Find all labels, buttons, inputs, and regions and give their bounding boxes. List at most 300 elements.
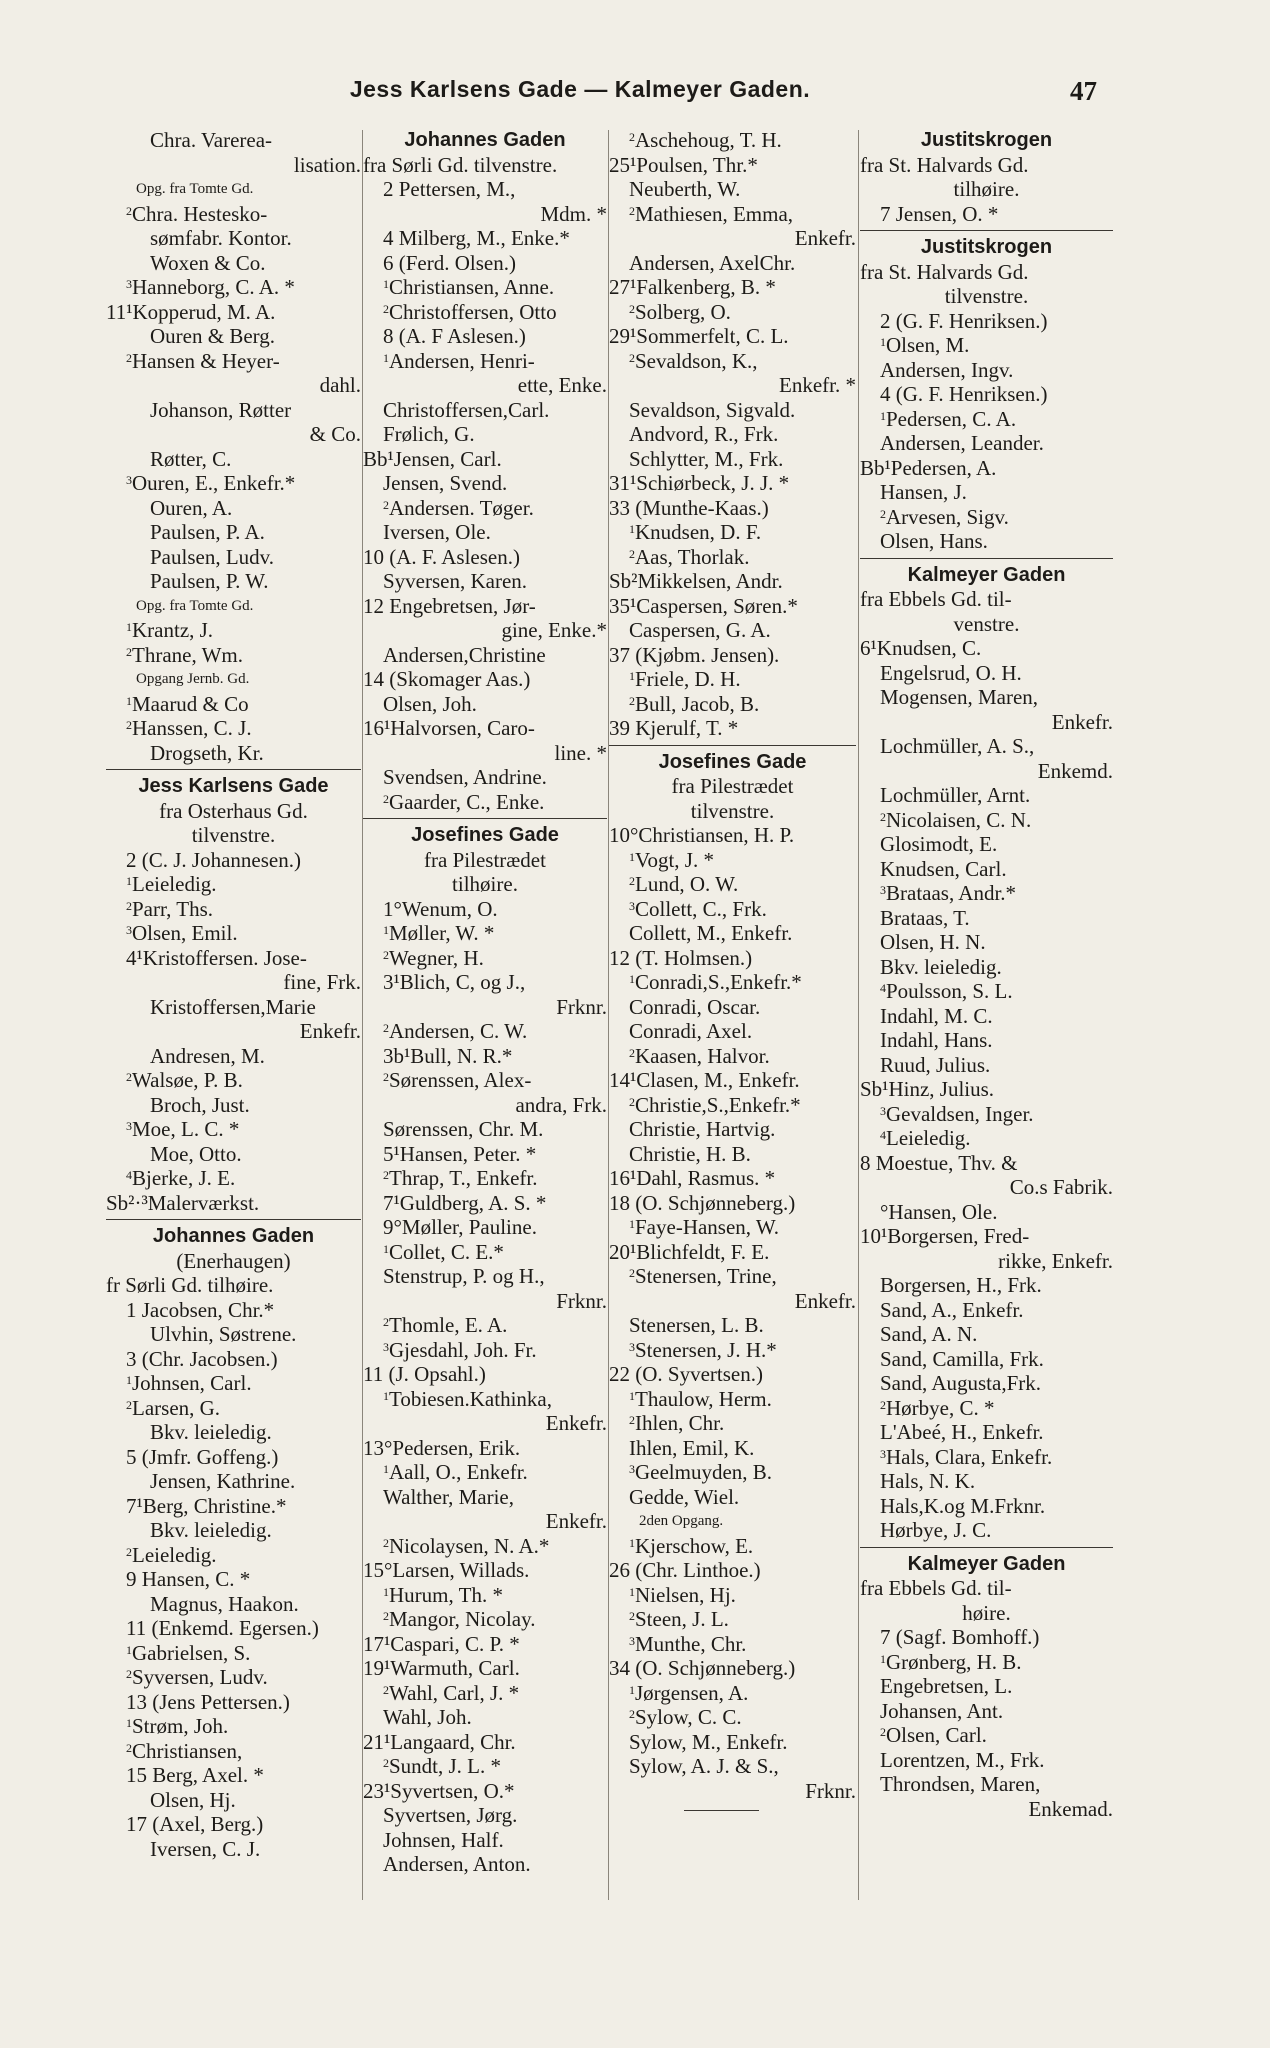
directory-line [363,897,607,922]
entry-text: fine, Frk. [283,970,361,994]
floor-marker: 3 [629,1339,635,1354]
directory-line [860,1723,1113,1748]
entry-text: 6¹Knudsen, C. [860,636,982,660]
entry-text: fra Ebbels Gd. til- [860,1576,1012,1600]
directory-line [106,128,361,153]
floor-marker: 2 [126,1544,132,1559]
floor-marker: 1 [126,693,132,708]
directory-line [609,398,856,423]
entry-text: Bkv. leieledig. [150,1518,272,1542]
street-heading [860,563,1113,588]
entry-text: Andersen,Christine [383,642,546,667]
entry-text: Hørbye, J. C. [880,1518,992,1542]
entry-text: Caspersen, G. A. [629,618,771,642]
directory-line [363,153,607,178]
entry-text: Krantz, J. [132,618,214,642]
entry-text: tilvenstre. [690,798,775,823]
running-head [0,76,1270,116]
entry-text: sømfabr. Kontor. [150,226,292,250]
entry-text: Johansen, Ant. [880,1698,1004,1723]
entry-text: Christiansen, Anne. [389,275,555,299]
directory-line [609,594,856,619]
entry-text: Neuberth, W. [629,177,741,201]
entry-text: Olsen, Emil. [132,921,238,945]
directory-line [106,275,361,300]
floor-marker: 2 [880,809,886,824]
entry-text: dahl. [319,373,361,397]
directory-line [860,1576,1113,1601]
directory-line [609,1068,856,1093]
directory-line [860,1494,1113,1519]
entry-text: Enkefr. [545,1411,607,1435]
directory-line [609,1117,856,1142]
directory-line [106,970,361,995]
directory-line [363,1117,607,1142]
entry-text: Christie,S.,Enkefr.* [635,1092,801,1117]
section-rule [860,226,1113,235]
directory-line [363,1558,607,1583]
section-rule [860,1543,1113,1552]
entry-text: Paulsen, P. A. [150,520,265,544]
entry-text: 1 Jacobsen, Chr.* [126,1297,275,1322]
page-number: 47 [1070,76,1097,106]
entry-text: 23¹Syvertsen, O.* [363,1778,515,1803]
column-4 [860,128,1113,1821]
entry-text: Frølich, G. [383,422,475,446]
entry-text: Andersen, Ingv. [880,357,1014,382]
entry-text: fra Pilestrædet [424,847,546,872]
directory-line [106,741,361,766]
directory-line [363,1068,607,1093]
entry-text: Tobiesen.Kathinka, [389,1386,552,1411]
entry-text: Røtter, C. [150,446,232,471]
entry-text: Enkefr. [794,1288,856,1313]
floor-marker: 1 [383,350,389,365]
entry-text: Andersen, C. W. [389,1019,528,1043]
floor-marker: 3 [126,277,132,291]
directory-line [363,1509,607,1534]
floor-marker: 2 [383,791,389,806]
entry-text: Bull, Jacob, B. [635,691,760,716]
entry-text: Justitskrogen [920,236,1053,258]
directory-line [609,373,856,398]
entry-text: Wahl, Joh. [383,1705,472,1729]
entry-text: Hørbye, C. * [886,1395,995,1420]
entry-text: Sand, Augusta,Frk. [880,1371,1042,1395]
entry-text: 3b¹Bull, N. R.* [383,1043,513,1068]
entry-text: Engelsrud, O. H. [880,660,1022,685]
entry-text: Mdm. * [540,201,607,226]
directory-line [363,471,607,496]
entry-text: Josefines Gade [411,824,559,846]
entry-text: fr Sørli Gd. tilhøire. [106,1273,274,1297]
entry-text: Syversen, Karen. [383,569,528,593]
floor-marker: 1 [880,1651,886,1666]
floor-marker: 1 [629,1682,635,1697]
entry-text: 6 (Ferd. Olsen.) [383,250,516,275]
directory-line [106,594,361,619]
entry-text: Thaulow, Herm. [635,1386,772,1411]
directory-line [609,692,856,717]
directory-line [860,431,1113,456]
directory-line [860,783,1113,808]
entry-text: Collett, C., Frk. [635,896,767,921]
entry-text: Sylow, C. C. [635,1705,742,1729]
directory-line [609,1240,856,1265]
directory-line [106,1249,361,1274]
directory-line [363,1191,607,1216]
entry-text: Lund, O. W. [635,872,739,896]
entry-text: Syversen, Ludv. [132,1665,268,1689]
entry-text: Kaasen, Halvor. [635,1043,770,1068]
entry-text: Brataas, Andr.* [886,881,1017,905]
street-heading [609,750,856,775]
entry-text: Olsen, Hj. [150,1787,236,1812]
entry-text: Paulsen, P. W. [150,569,269,593]
directory-line [106,1093,361,1118]
directory-line [106,202,361,227]
entry-text: Glosimodt, E. [880,832,998,856]
entry-text: fra Osterhaus Gd. [159,798,308,823]
column-divider [858,130,859,1900]
entry-text: Collet, C. E.* [389,1239,504,1264]
entry-text: Woxen & Co. [150,250,266,275]
directory-line [609,848,856,873]
entry-text: 9°Møller, Pauline. [383,1215,537,1239]
directory-line [363,1093,607,1118]
directory-line [860,710,1113,735]
floor-marker: 2 [126,1397,132,1412]
entry-text: Borgersen, H., Frk. [880,1273,1042,1297]
directory-line [609,1338,856,1363]
directory-line [860,505,1113,530]
entry-text: Drogseth, Kr. [150,740,264,765]
floor-marker: 2 [629,301,635,316]
floor-marker: 3 [629,1462,635,1476]
directory-line [106,1690,361,1715]
floor-marker: 2 [383,1756,389,1770]
directory-line [860,832,1113,857]
directory-line [860,1625,1113,1650]
directory-line [106,716,361,741]
entry-text: 19¹Warmuth, Carl. [363,1656,520,1680]
entry-text: Sørenssen, Chr. M. [383,1117,544,1141]
floor-marker: 2 [629,1609,635,1623]
floor-marker: 2 [629,130,635,144]
floor-marker: 2 [383,1070,389,1084]
floor-marker: 1 [126,620,132,634]
directory-line [363,545,607,570]
entry-text: Nicolaisen, C. N. [886,807,1032,832]
directory-line [609,520,856,545]
directory-line [609,618,856,643]
entry-text: Knudsen, D. F. [635,520,762,544]
directory-line [860,177,1113,202]
directory-line [106,1788,361,1813]
entry-text: Christoffersen,Carl. [383,397,550,422]
entry-text: Gaarder, C., Enke. [389,789,545,814]
entry-text: Leieledig. [886,1126,971,1150]
floor-marker: 2 [629,1045,635,1060]
entry-text: Frknr. [556,1288,607,1313]
entry-text: (Enerhaugen) [176,1248,291,1273]
directory-line [363,618,607,643]
section-rule [106,1215,361,1224]
directory-line [363,692,607,717]
directory-line [609,422,856,447]
entry-text: Parr, Ths. [132,896,214,921]
entry-text: Geelmuyden, B. [635,1460,773,1484]
entry-text: 15°Larsen, Willads. [363,1558,530,1582]
directory-line [860,734,1113,759]
entry-text: 33 (Munthe-Kaas.) [609,495,769,520]
floor-marker: 1 [383,1241,389,1256]
directory-line [363,1754,607,1779]
entry-text: Nielsen, Hj. [635,1582,736,1607]
entry-text: Wegner, H. [389,945,484,970]
street-heading [363,823,607,848]
directory-line [363,1534,607,1559]
directory-line [609,569,856,594]
entry-text: Sevaldson, Sigvald. [629,397,796,422]
entry-text: Josefines Gade [658,750,807,773]
directory-line [860,333,1113,358]
entry-text: Sb²Mikkelsen, Andr. [609,569,783,593]
entry-text: Sb²·³Malerværkst. [106,1190,260,1215]
entry-text: lisation. [293,152,361,177]
directory-line [106,692,361,717]
floor-marker: 2 [629,1266,635,1280]
directory-line [106,1763,361,1788]
entry-text: Andersen, Anton. [383,1852,531,1876]
floor-marker: 2 [126,898,132,913]
directory-line [106,897,361,922]
entry-text: 10 (A. F. Aslesen.) [363,544,520,569]
floor-marker: 3 [880,1446,886,1461]
entry-text: 7¹Berg, Christine.* [126,1493,287,1518]
entry-text: Chra. Varerea- [150,128,273,152]
entry-text: Strøm, Joh. [132,1714,229,1738]
entry-text: 26 (Chr. Linthoe.) [609,1558,761,1582]
entry-text: 8 Moestue, Thv. & [860,1150,1018,1175]
floor-marker: 1 [383,277,389,291]
entry-text: Andersen. Tøger. [389,495,534,520]
directory-line [363,1852,607,1877]
entry-text: Hals,K.og M.Frknr. [880,1493,1046,1518]
directory-line [106,1191,361,1216]
directory-line [363,1779,607,1804]
directory-line [363,226,607,251]
entry-text: Ouren, A. [150,495,233,520]
directory-line [106,1166,361,1191]
entry-text: Thrane, Wm. [132,642,243,667]
entry-text: Mathiesen, Emma, [635,201,794,226]
directory-line [860,1748,1113,1773]
entry-text: Sand, A. N. [880,1322,978,1346]
directory-line [860,759,1113,784]
directory-line [363,1632,607,1657]
directory-line [609,1093,856,1118]
directory-line [363,1656,607,1681]
directory-line [609,823,856,848]
directory-line [609,921,856,946]
floor-marker: 2 [629,1094,635,1109]
directory-line [106,251,361,276]
entry-text: 12 Engebretsen, Jør- [363,593,536,618]
entry-text: Ulvhin, Søstrene. [150,1322,297,1346]
floor-marker: 1 [629,1388,635,1403]
directory-line [609,1485,856,1510]
entry-text: 12 (T. Holmsen.) [609,945,753,970]
entry-text: Bkv. leieledig. [150,1420,272,1444]
entry-text: Hurum, Th. * [389,1582,503,1607]
directory-line [609,1681,856,1706]
entry-text: Iversen, Ole. [383,520,491,544]
entry-text: 5¹Hansen, Peter. * [383,1141,537,1166]
directory-line [860,612,1113,637]
entry-text: Ouren, E., Enkefr.* [132,471,296,495]
entry-text: Maarud & Co [132,691,249,716]
floor-marker: 1 [126,1716,132,1730]
directory-line [609,1191,856,1216]
entry-text: Kristoffersen,Marie [150,994,316,1019]
directory-line [609,1730,856,1755]
directory-line [106,799,361,824]
directory-line [609,1460,856,1485]
directory-line [860,1699,1113,1724]
floor-marker: 2 [629,1413,635,1427]
floor-marker: 4 [880,1128,886,1142]
directory-line [106,1273,361,1298]
floor-marker: 2 [629,350,635,365]
directory-line [860,1273,1113,1298]
directory-line [609,1313,856,1338]
directory-line [106,1665,361,1690]
directory-line [860,1518,1113,1543]
entry-text: Lochmüller, Arnt. [880,783,1031,807]
directory-line [860,358,1113,383]
entry-text: Stenersen, J. H.* [635,1337,777,1362]
floor-marker: 2 [383,1021,389,1035]
entry-text: Andersen, AxelChr. [629,250,796,275]
floor-marker: 1 [629,1217,635,1231]
entry-text: Iversen, C. J. [150,1836,261,1861]
directory-line [860,1200,1113,1225]
directory-line [609,716,856,741]
directory-line [106,1420,361,1445]
floor-marker: 2 [629,1707,635,1721]
directory-line [609,1779,856,1804]
directory-line [609,1583,856,1608]
entry-text: Opgang Jernb. Gd. [136,671,250,687]
entry-text: Sundt, J. L. * [389,1754,502,1778]
entry-text: Frknr. [805,1778,856,1803]
directory-line [363,790,607,815]
directory-line [363,765,607,790]
directory-line [106,1543,361,1568]
entry-text: Olsen, Joh. [383,691,477,716]
directory-line [609,1215,856,1240]
directory-line [106,643,361,668]
entry-text: Magnus, Haakon. [150,1591,299,1616]
entry-text: Christie, H. B. [629,1141,751,1166]
entry-text: ette, Enke. [517,373,607,397]
directory-line [363,643,607,668]
directory-line [106,447,361,472]
entry-text: rikke, Enkefr. [998,1248,1113,1273]
floor-marker: 2 [383,1682,389,1697]
entry-text: Sb¹Hinz, Julius. [860,1077,995,1101]
directory-line [363,667,607,692]
directory-line [363,1705,607,1730]
entry-text: Friele, D. H. [635,667,741,691]
directory-line [106,1837,361,1862]
directory-line [363,373,607,398]
floor-marker: 3 [880,1103,886,1118]
entry-text: 7 Jensen, O. * [880,201,999,226]
entry-text: Walther, Marie, [383,1484,514,1509]
entry-text: Conradi, Axel. [629,1019,753,1043]
floor-marker: 1 [126,874,132,888]
directory-line [609,1387,856,1412]
entry-text: Conradi,S.,Enkefr.* [635,970,802,994]
entry-text: Jensen, Svend. [383,471,508,495]
floor-marker: 3 [126,473,132,487]
entry-text: Enkefr. [545,1509,607,1533]
directory-line [106,496,361,521]
entry-text: 2den Opgang. [639,1513,724,1529]
directory-line [860,153,1113,178]
entry-text: tilvenstre. [191,823,276,847]
section-rule [106,765,361,774]
directory-line [363,995,607,1020]
entry-text: 4¹Kristoffersen. Jose- [126,945,307,970]
directory-line [106,153,361,178]
entry-text: Enkefr. [794,226,856,250]
entry-text: Moe, L. C. * [132,1117,240,1141]
directory-line [860,906,1113,931]
directory-line [609,226,856,251]
directory-line [106,1044,361,1069]
entry-text: 15 Berg, Axel. * [126,1763,264,1787]
floor-marker: 2 [126,644,132,659]
directory-line [106,569,361,594]
floor-marker: 3 [880,883,886,897]
entry-text: fra Sørli Gd. tilvenstre. [363,152,558,177]
directory-line [609,202,856,227]
entry-text: 4 (G. F. Henriksen.) [880,382,1048,406]
directory-line [860,1028,1113,1053]
entry-text: Larsen, G. [132,1395,221,1420]
entry-text: 25¹Poulsen, Thr.* [609,152,758,177]
entry-text: fra St. Halvards Gd. [860,152,1029,177]
directory-line [609,447,856,472]
directory-line [609,128,856,153]
directory-line [106,618,361,643]
directory-line [363,1019,607,1044]
entry-text: Pedersen, C. A. [886,406,1017,431]
entry-text: Olsen, Carl. [886,1723,987,1747]
entry-text: Leieledig. [132,872,217,896]
entry-text: 20¹Blichfeldt, F. E. [609,1239,770,1264]
floor-marker: 1 [383,923,389,937]
directory-line [860,1420,1113,1445]
entry-text: 5 (Jmfr. Goffeng.) [126,1444,279,1469]
floor-marker: 2 [383,1315,389,1329]
entry-text: Andersen, Leander. [880,431,1044,455]
entry-text: 14 (Skomager Aas.) [363,667,531,691]
entry-text: Kjerschow, E. [635,1533,754,1558]
